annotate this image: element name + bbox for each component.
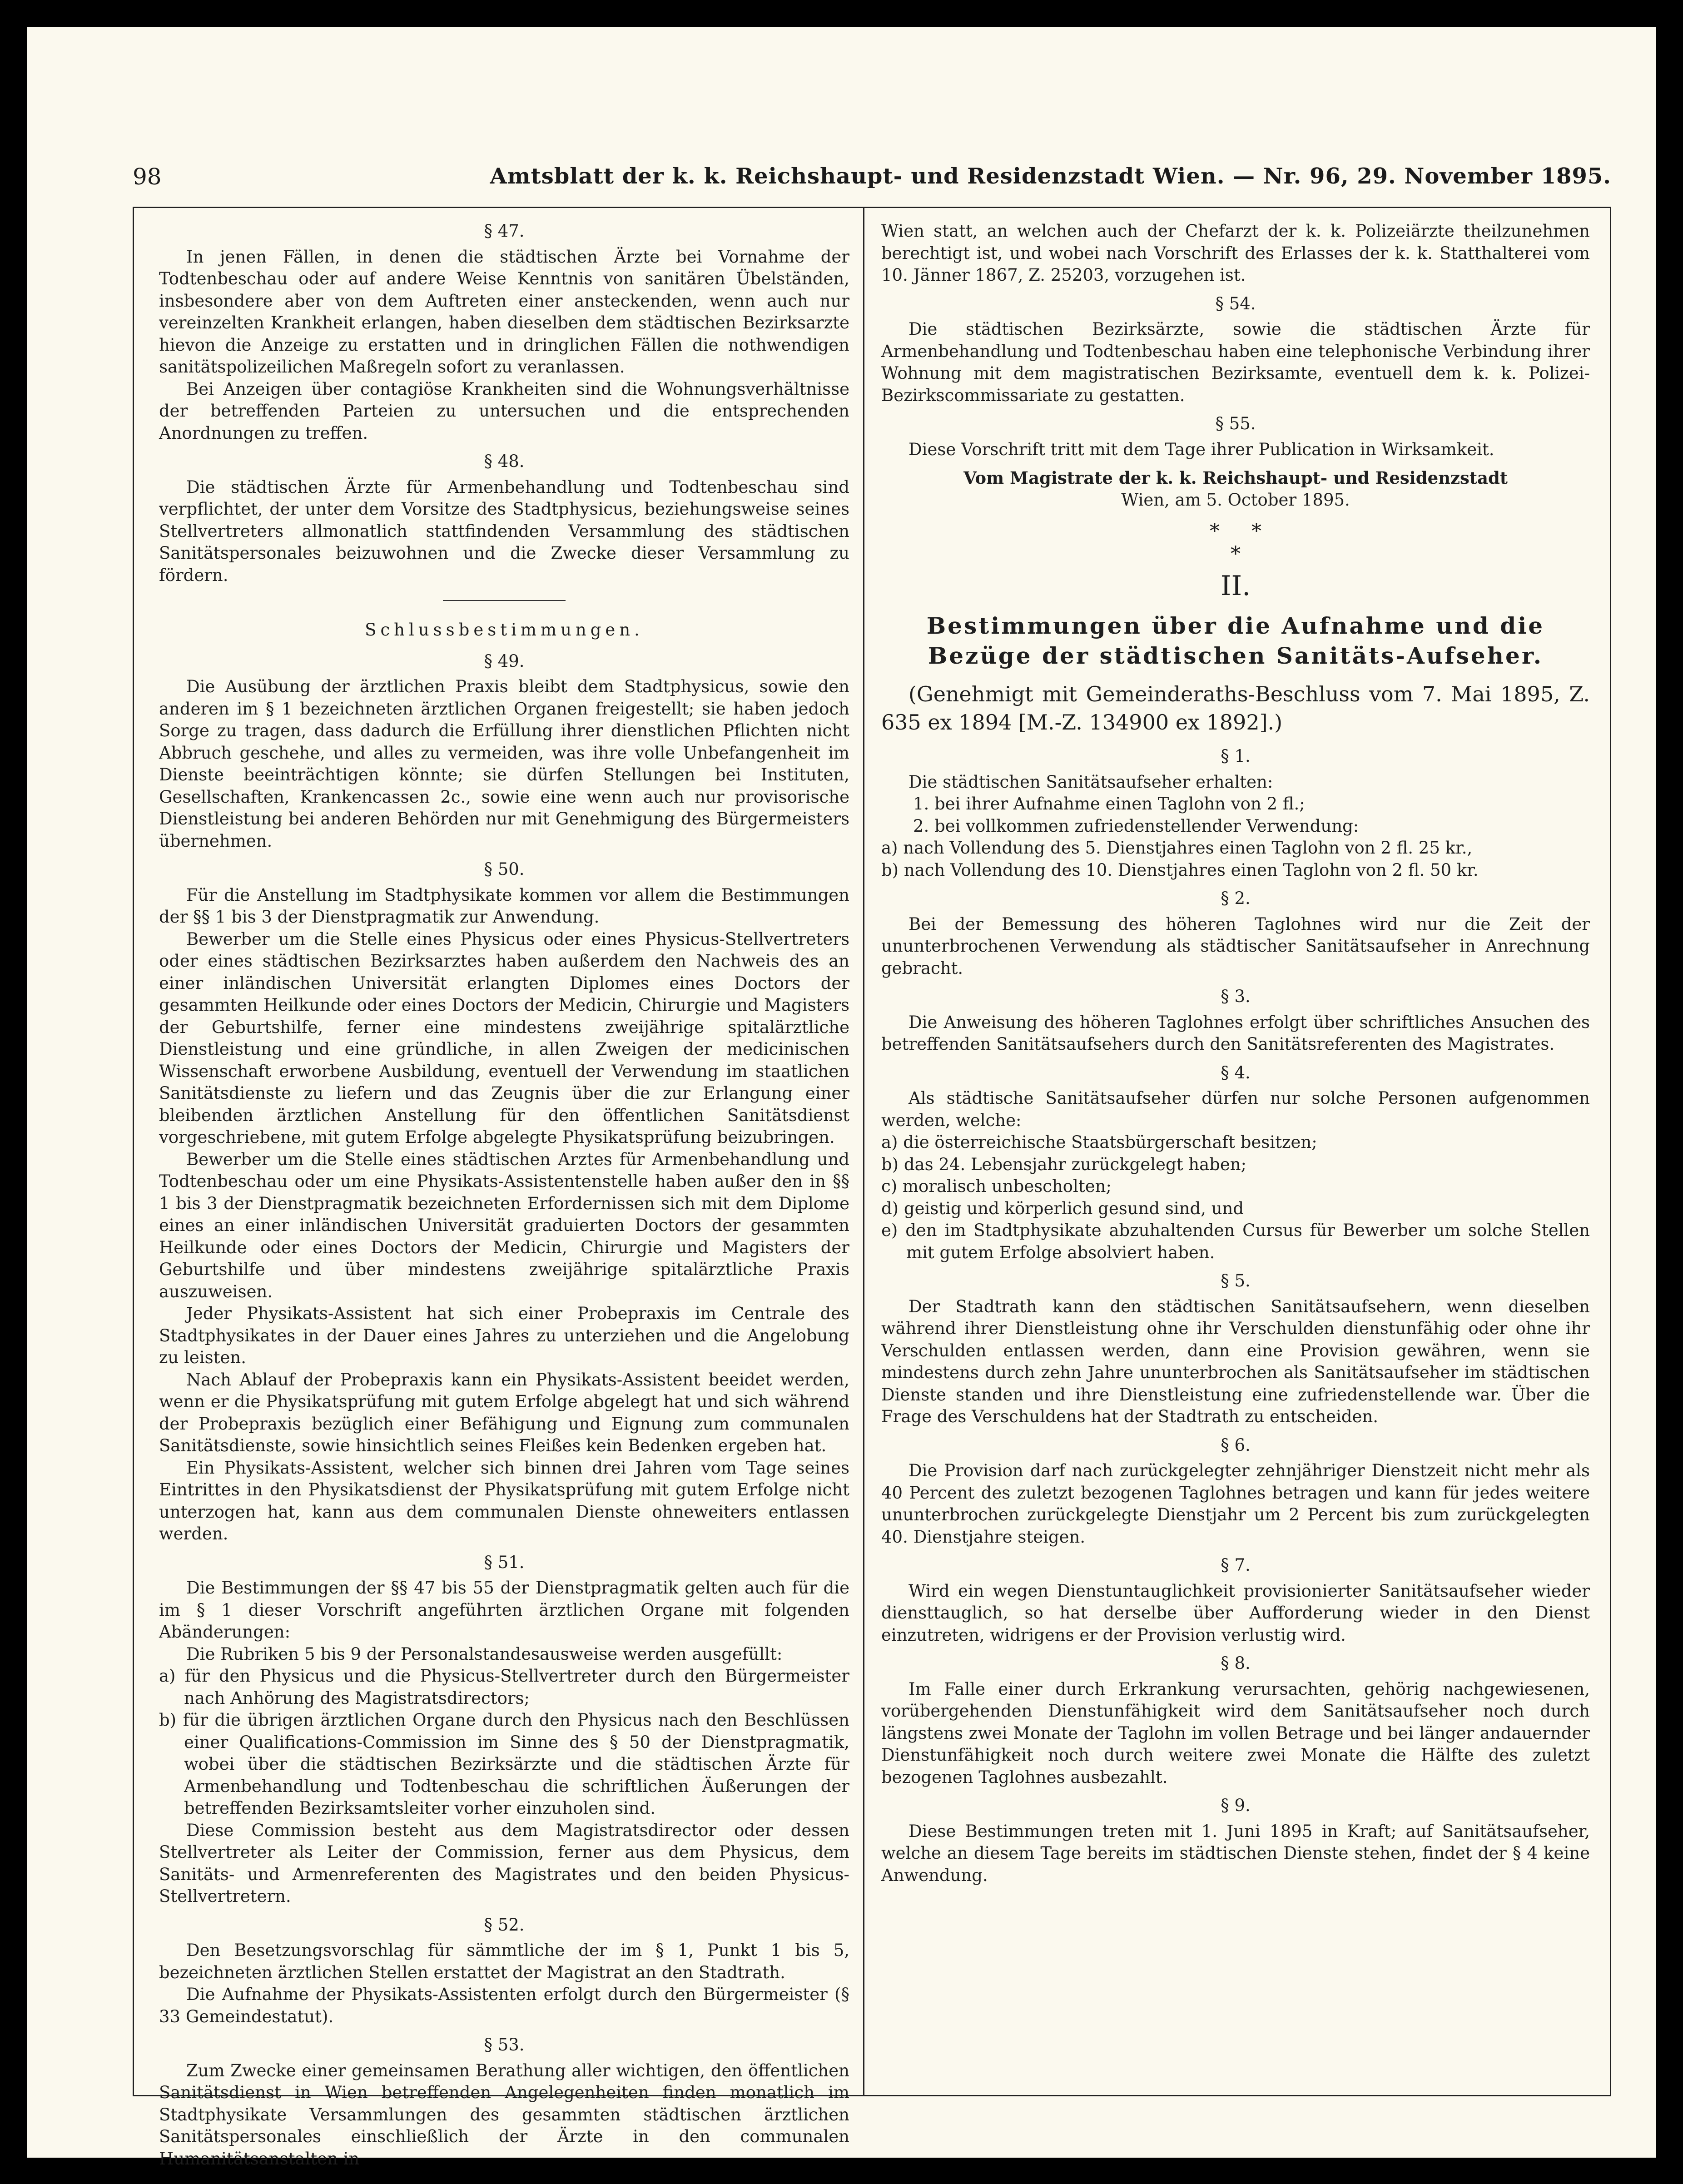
column-divider — [863, 207, 864, 2096]
paragraph: In jenen Fällen, in denen die städtischen Ärzte bei Vornahme der Todtenbeschau oder auf andere Weise Kenntnis von sanitären Übelständen, insbesondere aber von dem Auftreten einer ansteckenden, wenn auch nur vereinzelten Krankheit erlangen, haben dieselben dem städtischen Bezirksarzte hievon die Anzeige zu erstatten und in dringlichen Fällen die nothwendigen sanitätspolizeilichen Maßregeln sofort zu veranlassen. — [159, 247, 849, 377]
paragraph: Die Ausübung der ärztlichen Praxis bleibt dem Stadtphysicus, sowie den anderen im § 1 bezeichneten ärztlichen Organen freigestellt; sie haben jedoch Sorge zu tragen, dass dadurch die Erfüllung ihrer dienstlichen Pflichten nicht Abbruch geschehe, und alles zu vermeiden, was ihre volle Unbefangenheit im Dienste beeinträchtigen könnte; sie dürfen Stellungen bei Instituten, Gesellschaften, Krankencassen 2c., sowie eine wenn auch nur provisorische Dienstleistung bei anderen Behörden nur mit Genehmigung des Bürgermeisters übernehmen. — [159, 677, 849, 851]
asterism-top: * * — [1210, 520, 1261, 543]
list-item: b) für die übrigen ärztlichen Organe durch den Physicus nach den Beschlüssen einer Qualifications-Commission im Sinne des § 50 der Dienstpragmatik, wobei über die städtischen Bezirksärzte und die städtischen Ärzte für Armenbehandlung und Todtenbeschau die schriftlichen Äußerungen der betreffenden Bezirksamtsleiter vorher einzuholen sind. — [159, 1710, 849, 1818]
paragraph: Bewerber um die Stelle eines städtischen Arztes für Armenbehandlung und Todtenbeschau oder um eine Physikats-Assistentenstelle haben außer den in §§ 1 bis 3 der Dienstpragmatik bezeichneten Erfordernissen sich mit dem Diplome eines an einer inländischen Universität graduierten Doctors der gesammten Heilkunde oder eines Doctors der Medicin, Chirurgie und Magisters der Geburtshilfe und über mindestens zweijährige spitalärztliche Praxis auszuweisen. — [159, 1149, 849, 1301]
paragraph: Der Stadtrath kann den städtischen Sanitätsaufsehern, wenn dieselben während ihrer Dienstleistung ohne ihr Verschulden dienstunfähig oder ohne ihr Verschulden entlassen werden, dann eine Provision gewähren, wenn sie mindestens durch zehn Jahre ununterbrochen als Sanitätsaufseher im städtischen Dienste standen und ihre Dienstleistung eine zufriedenstellende war. Über die Frage des Verschuldens hat der Stadtrath zu entscheiden. — [881, 1296, 1590, 1426]
paragraph: Bei der Bemessung des höheren Taglohnes wird nur die Zeit der ununterbrochenen Verwendung als städtischer Sanitätsaufseher in Anrechnung gebracht. — [881, 914, 1590, 978]
section-heading: § 55. — [1215, 414, 1256, 433]
part-number: II. — [1220, 570, 1251, 602]
section-heading: § 1. — [1221, 746, 1251, 766]
section-heading: § 8. — [1221, 1653, 1251, 1673]
paragraph: Als städtische Sanitätsaufseher dürfen nur solche Personen aufgenommen werden, welche: — [881, 1088, 1590, 1130]
paragraph: Die Aufnahme der Physikats-Assistenten erfolgt durch den Bürgermeister (§ 33 Gemeindestatut). — [159, 1985, 849, 2026]
list-item: 1. bei ihrer Aufnahme einen Taglohn von 2 fl.; — [913, 794, 1305, 814]
paragraph: Für die Anstellung im Stadtphysikate kommen vor allem die Bestimmungen der §§ 1 bis 3 der Dienstpragmatik zur Anwendung. — [159, 885, 849, 927]
newspaper-page — [27, 27, 1656, 2169]
paragraph: Diese Bestimmungen treten mit 1. Juni 1895 in Kraft; auf Sanitätsaufseher, welche an diesem Tage bereits im städtischen Dienste stehen, findet der § 4 keine Anwendung. — [881, 1821, 1590, 1885]
list-item: a) die österreichische Staatsbürgerschaft besitzen; — [881, 1132, 1317, 1152]
paragraph: Ein Physikats-Assistent, welcher sich binnen drei Jahren vom Tage seines Eintrittes in den Physikatsdienst der Physikatsprüfung mit gutem Erfolge nicht unterzogen hat, kann aus dem communalen Dienste ohneweiters entlassen werden. — [159, 1458, 849, 1544]
section-heading: § 51. — [484, 1552, 525, 1572]
paragraph: Im Falle einer durch Erkrankung verursachten, gehörig nachgewiesenen, vorübergehenden Dienstunfähigkeit wird dem Sanitätsaufseher noch durch längstens zwei Monate der Taglohn im vollen Betrage und bei länger andauernder Dienstunfähigkeit noch durch weitere zwei Monate die Hälfte des zuletzt bezogenen Taglohnes ausbezahlt. — [881, 1679, 1590, 1787]
list-item: a) nach Vollendung des 5. Dienstjahres einen Taglohn von 2 fl. 25 kr., — [881, 838, 1473, 858]
section-heading: § 48. — [484, 452, 525, 471]
paragraph: Diese Commission besteht aus dem Magistratsdirector oder dessen Stellvertreter als Leiter der Commission, ferner aus dem Physicus, dem Sanitäts- und Armenreferenten des Magistrates und den beiden Physicus-Stellvertretern. — [159, 1820, 849, 1906]
page-number: 98 — [133, 164, 162, 190]
subsection-title: Schlussbestimmungen. — [365, 620, 644, 640]
list-item: b) nach Vollendung des 10. Dienstjahres einen Taglohn von 2 fl. 50 kr. — [881, 860, 1479, 880]
paragraph: Nach Ablauf der Probepraxis kann ein Physikats-Assistent beeidet werden, wenn er die Physikatsprüfung mit gutem Erfolge abgelegt hat und sich während der Probepraxis bezüglich einer Befähigung und Eignung zum communalen Sanitätsdienste, sowie hinsichtlich seines Fleißes kein Bedenken ergeben hat. — [159, 1370, 849, 1455]
paragraph: Diese Vorschrift tritt mit dem Tage ihrer Publication in Wirksamkeit. — [909, 439, 1494, 459]
signature-authority: Vom Magistrate der k. k. Reichshaupt- und Residenzstadt — [963, 468, 1508, 488]
paragraph: Bei Anzeigen über contagiöse Krankheiten sind die Wohnungsverhältnisse der betreffenden Parteien zu untersuchen und die entsprechenden Anordnungen zu treffen. — [159, 379, 849, 443]
paragraph: Die Anweisung des höheren Taglohnes erfolgt über schriftliches Ansuchen des betreffenden Sanitätsaufsehers durch den Sanitätsreferenten des Magistrates. — [881, 1012, 1590, 1054]
paragraph: Bewerber um die Stelle eines Physicus oder eines Physicus-Stellvertreters oder eines städtischen Bezirksarztes haben außerdem den Nachweis des an einer inländischen Universität erlangten Diplomes eines Doctors der gesammten Heilkunde oder eines Doctors der Medicin, Chirurgie und Magisters der Geburtshilfe, ferner eine mindestens zweijährige spitalärztliche Dienstleistung und eine gründliche, in allen Zweigen der medicinischen Wissenschaft erworbene Ausbildung, eventuell der Verwendung im staatlichen Sanitätsdienste zu liefern und das Zeugnis über die zur Erlangung einer bleibenden ärztlichen Anstellung für den öffentlichen Sanitätsdienst vorgeschriebene, mit gutem Erfolge abgelegte Physikatsprüfung beizubringen. — [159, 929, 849, 1147]
left-column — [159, 220, 849, 2170]
section-heading: § 9. — [1221, 1796, 1251, 1815]
paragraph: Die städtischen Sanitätsaufseher erhalten: — [909, 772, 1273, 792]
approval-note: (Genehmigt mit Gemeinderaths-Beschluss vom 7. Mai 1895, Z. 635 ex 1894 [M.-Z. 134900 ex 1892].) — [881, 682, 1590, 735]
asterism — [881, 520, 1590, 566]
paragraph: Wird ein wegen Dienstuntauglichkeit provisionierter Sanitätsaufseher wieder diensttauglich, so hat derselbe über Aufforderung wieder in den Dienst einzutreten, widrigens er der Provision verlustig wird. — [881, 1581, 1590, 1645]
paragraph: Die städtischen Ärzte für Armenbehandlung und Todtenbeschau sind verpflichtet, der unter dem Vorsitze des Stadtphysicus, beziehungsweise seines Stellvertreters allmonatlich stattfindenden Versammlung des städtischen Sanitätspersonales beizuwohnen und die Zwecke dieser Versammlung zu fördern. — [159, 477, 849, 585]
section-heading: § 7. — [1221, 1555, 1251, 1575]
signature-date: Wien, am 5. October 1895. — [1121, 490, 1350, 510]
list-item: a) für den Physicus und die Physicus-Stellvertreter durch den Bürgermeister nach Anhörung des Magistratsdirectors; — [159, 1666, 849, 1708]
paragraph: Die städtischen Bezirksärzte, sowie die städtischen Ärzte für Armenbehandlung und Todtenbeschau haben eine telephonische Verbindung ihrer Wohnung mit dem magistratischen Bezirksamte, eventuell dem k. k. Polizei-Bezirkscommissariate zu gestatten. — [881, 319, 1590, 405]
section-heading: § 49. — [484, 651, 525, 671]
list-item: e) den im Stadtphysikate abzuhaltenden Cursus für Bewerber um solche Stellen mit gutem Erfolge absolviert haben. — [881, 1221, 1590, 1262]
list-item: b) das 24. Lebensjahr zurückgelegt haben; — [881, 1154, 1247, 1174]
part-title: Bestimmungen über die Aufnahme und die Bezüge der städtischen Sanitäts-Aufseher. — [926, 612, 1545, 669]
list-item: d) geistig und körperlich gesund sind, und — [881, 1198, 1244, 1218]
paragraph: Die Bestimmungen der §§ 47 bis 55 der Dienstpragmatik gelten auch für die im § 1 dieser Vorschrift angeführten ärztlichen Organe mit folgenden Abänderungen: — [159, 1578, 849, 1642]
paragraph: Den Besetzungsvorschlag für sämmtliche der im § 1, Punkt 1 bis 5, bezeichneten ärztlichen Stellen erstattet der Magistrat an den Stadtrath. — [159, 1941, 849, 1982]
section-heading: § 5. — [1221, 1271, 1251, 1291]
paragraph: Jeder Physikats-Assistent hat sich einer Probepraxis im Centrale des Stadtphysikates in der Dauer eines Jahres zu unterziehen und die Angelobung zu leisten. — [159, 1304, 849, 1367]
section-heading: § 6. — [1221, 1435, 1251, 1455]
section-heading: § 52. — [484, 1915, 525, 1935]
section-heading: § 47. — [484, 221, 525, 241]
section-heading: § 3. — [1221, 987, 1251, 1006]
list-item: 2. bei vollkommen zufriedenstellender Verwendung: — [913, 816, 1359, 836]
paragraph: Die Rubriken 5 bis 9 der Personalstandesausweise werden ausgefüllt: — [186, 1644, 783, 1664]
paragraph: Zum Zwecke einer gemeinsamen Berathung aller wichtigen, den öffentlichen Sanitätsdienst in Wien betreffenden Angelegenheiten finden monatlich im Stadtphysikate Versammlungen des gesammten städtischen ärztlichen Sanitätspersonales einschließlich der Ärzte in den communalen Humanitätsanstalten in — [159, 2060, 849, 2169]
page-header — [133, 161, 1611, 198]
paragraph: Wien statt, an welchen auch der Chefarzt der k. k. Polizeiärzte theilzunehmen berechtigt ist, und wobei nach Vorschrift des Erlasses der k. k. Statthalterei vom 10. Jänner 1867, Z. 25203, vorzugehen ist. — [881, 221, 1590, 285]
section-heading: § 53. — [484, 2035, 525, 2055]
right-column — [881, 220, 1590, 1886]
paragraph: Die Provision darf nach zurückgelegter zehnjähriger Dienstzeit nicht mehr als 40 Percent des zuletzt bezogenen Taglohnes betragen und kann für jedes weitere ununterbrochen zurückgelegte Dienstjahr um 2 Percent bis zum zurückgelegten 40. Dienstjahre steigen. — [881, 1461, 1590, 1547]
section-heading: § 4. — [1221, 1062, 1251, 1082]
section-heading: § 50. — [484, 859, 525, 879]
separator-rule — [443, 600, 566, 601]
asterism-bottom: * — [1231, 542, 1241, 566]
list-item: c) moralisch unbescholten; — [881, 1176, 1112, 1196]
section-heading: § 2. — [1221, 888, 1251, 908]
running-title: Amtsblatt der k. k. Reichshaupt- und Residenzstadt Wien. — Nr. 96, 29. November 1895. — [490, 164, 1611, 189]
section-heading: § 54. — [1215, 293, 1256, 313]
